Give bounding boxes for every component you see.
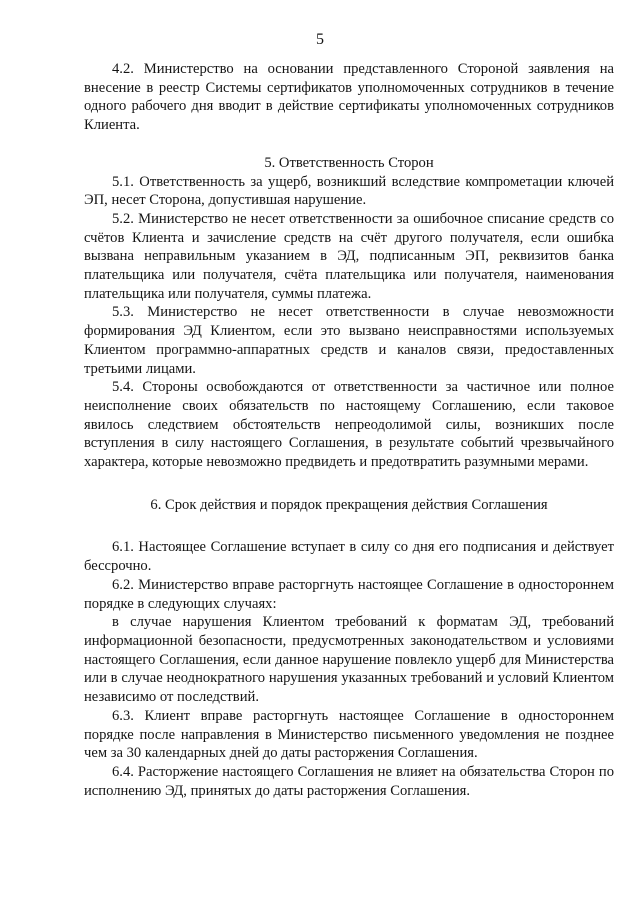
section-6-heading: 6. Срок действия и порядок прекращения действия Соглашения bbox=[150, 496, 548, 513]
clause-5-1: 5.1. Ответственность за ущерб, возникший вследствие компрометации ключей ЭП, несет Сторона, допустившая нарушение. bbox=[84, 173, 614, 209]
section-5-heading: 5. Ответственность Сторон bbox=[264, 154, 434, 171]
clause-6-3: 6.3. Клиент вправе расторгнуть настоящее Соглашение в одностороннем порядке после направления в Министерство письменного уведомления не позднее чем за 30 календарных дней до даты расторжения Соглашения. bbox=[84, 707, 614, 762]
clause-6-1: 6.1. Настоящее Соглашение вступает в силу со дня его подписания и действует бессрочно. bbox=[84, 539, 614, 575]
clause-4-2: 4.2. Министерство на основании представленного Стороной заявления на внесение в реестр Системы сертификатов уполномоченных сотрудников в течение одного рабочего дня вводит в действие сертификаты уполномоченных сотрудников Клиента. bbox=[84, 61, 614, 134]
clause-5-3: 5.3. Министерство не несет ответственности в случае невозможности формирования ЭД Клиентом, если это вызвано неисправностями используемых Клиентом программно-аппаратных средств и каналов связи, предоставленных третьими лицами. bbox=[84, 304, 614, 377]
page-number: 5 bbox=[316, 31, 324, 48]
clause-5-2: 5.2. Министерство не несет ответственности за ошибочное списание средств со счётов Клиента и зачисление средств на счёт другого получателя, если ошибка вызвана неправильным указанием в ЭД, подписанным ЭП, реквизитов банка плательщика или получателя, счёта плательщика или получателя, наименования плательщика или получателя, суммы платежа. bbox=[84, 210, 614, 302]
document-body bbox=[84, 60, 614, 800]
clause-6-2-case: в случае нарушения Клиентом требований к форматам ЭД, требований информационной безопасности, предусмотренных законодательством и условиями настоящего Соглашения, если данное нарушение повлекло ущерб для Министерства или в случае неоднократного нарушения указанных требований и условий Клиентом независимо от последствий. bbox=[84, 614, 614, 706]
clause-5-4: 5.4. Стороны освобождаются от ответственности за частичное или полное неисполнение своих обязательств по настоящему Соглашению, если таковое явилось следствием обстоятельств непреодолимой силы, возникших после вступления в силу настоящего Соглашения, в результате событий чрезвычайного характера, которые невозможно предвидеть и предотвратить разумными мерами. bbox=[84, 379, 614, 471]
clause-6-4: 6.4. Расторжение настоящего Соглашения не влияет на обязательства Сторон по исполнению ЭД, принятых до даты расторжения Соглашения. bbox=[84, 763, 614, 799]
clause-6-2: 6.2. Министерство вправе расторгнуть настоящее Соглашение в одностороннем порядке в следующих случаях: bbox=[84, 576, 614, 612]
